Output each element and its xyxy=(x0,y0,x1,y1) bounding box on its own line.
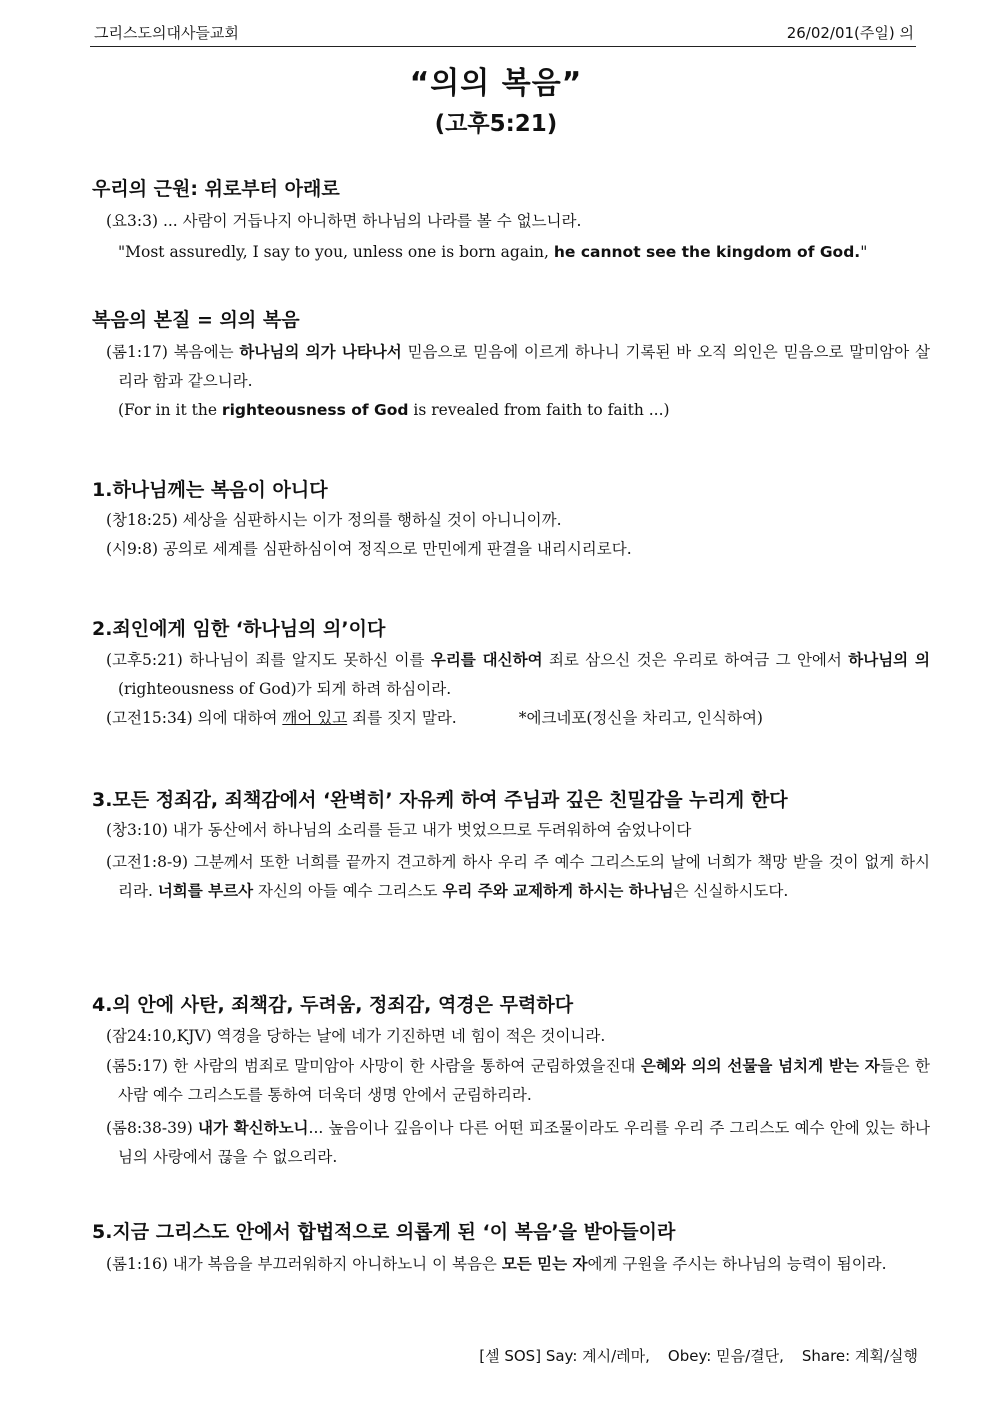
english-text: "Most assuredly, I say to you, unless one is born again, xyxy=(118,243,554,261)
english-text: (For in it the xyxy=(118,401,222,419)
verse-text: 에게 구원을 주시는 하나님의 능력이 됨이라. xyxy=(587,1255,887,1273)
verse-text: 은 신실하시도다. xyxy=(673,882,789,900)
verse-text: (롬1:17) 복음에는 xyxy=(106,343,240,361)
verse-john3-3-english xyxy=(106,238,930,267)
verse-bold: 모든 믿는 자 xyxy=(501,1255,588,1273)
sermon-date: 26/02/01(주일) 의 xyxy=(786,24,914,42)
verse-text: ... 높음이나 깊음이나 다른 어떤 피조물이라도 우리를 우리 주 그리스도 예수 안에 있는 하나님의 사랑에서 끊을 수 없으리라. xyxy=(118,1119,930,1166)
verse-rom8-38-39 xyxy=(106,1114,930,1172)
footer-say: [셀 SOS] Say: 계시/레마, xyxy=(479,1347,650,1365)
verse-text: (롬8:38-39) xyxy=(106,1119,199,1137)
verse-text: (고전15:34) 의에 대하여 xyxy=(106,709,283,727)
verse-text: (고전1:8-9) 그분께서 또한 너희를 끝까지 견고하게 하사 우리 주 예수 그리스도의 날에 너희가 책망 받을 것이 없게 하시리라. xyxy=(106,853,930,900)
english-text-end: " xyxy=(860,243,868,261)
verse-bold: 하나님의 의 xyxy=(848,651,930,669)
verse-text: 죄를 짓지 말라. xyxy=(347,709,457,727)
verse-rom5-17 xyxy=(106,1052,930,1110)
section-heading-5: 5.지금 그리스도 안에서 합법적으로 의롭게 된 ‘이 복음’을 받아들이라 xyxy=(92,1221,676,1243)
verse-text: 들은 한 사람 예수 그리스도를 통하여 더욱더 생명 안에서 군림하리라. xyxy=(118,1057,930,1104)
verse-rom1-17 xyxy=(106,338,930,396)
verse-text: (고후5:21) 하나님이 죄를 알지도 못하신 이를 xyxy=(106,651,431,669)
greek-note: *에크네포(정신을 차리고, 인식하여) xyxy=(518,709,763,727)
section-heading-essence: 복음의 본질 = 의의 복음 xyxy=(92,309,300,331)
section-heading-origin: 우리의 근원: 위로부터 아래로 xyxy=(92,178,340,200)
verse-underline: 깨어 있고 xyxy=(282,709,348,727)
verse-bold: 내가 확신하노니 xyxy=(198,1119,309,1137)
english-bold: righteousness of God xyxy=(221,401,409,419)
verse-ps9-8: (시9:8) 공의로 세계를 심판하심이여 정직으로 만민에게 판결을 내리시리로다. xyxy=(106,540,632,558)
verse-text: 죄로 삼으신 것은 우리로 하여금 그 안에서 xyxy=(542,651,849,669)
verse-bold: 우리 주와 교제하게 하시는 하나님 xyxy=(442,882,674,900)
verse-bold: 은혜와 의의 선물을 넘치게 받는 자 xyxy=(640,1057,880,1075)
sermon-title: “의의 복음” xyxy=(409,66,583,101)
verse-john3-3: (요3:3) ... 사람이 거듭나지 아니하면 하나님의 나라를 볼 수 없느니라. xyxy=(106,212,582,230)
verse-prov24-10: (잠24:10,KJV) 역경을 당하는 날에 네가 기진하면 네 힘이 적은 것이니라. xyxy=(106,1027,606,1045)
verse-rom1-17-english xyxy=(106,396,930,425)
verse-rom1-16 xyxy=(106,1250,930,1279)
english-bold: he cannot see the kingdom of God. xyxy=(553,243,861,261)
english-text-end: is revealed from faith to faith ...) xyxy=(408,401,670,419)
verse-1cor15-34 xyxy=(106,704,930,733)
sermon-reference: (고후5:21) xyxy=(434,111,558,137)
section-heading-4: 4.의 안에 사탄, 죄책감, 두려움, 정죄감, 역경은 무력하다 xyxy=(92,994,574,1016)
verse-2cor5-21 xyxy=(106,646,930,704)
verse-gen3-10: (창3:10) 내가 동산에서 하나님의 소리를 듣고 내가 벗었으므로 두려워하여 숨었나이다 xyxy=(106,821,692,839)
verse-text: (righteousness of God)가 되게 하려 하심이라. xyxy=(118,680,452,698)
cell-sos-footer xyxy=(479,1345,918,1366)
verse-text: (롬1:16) 내가 복음을 부끄러워하지 아니하노니 이 복음은 xyxy=(106,1255,502,1273)
verse-bold: 하나님의 의가 나타나서 xyxy=(239,343,402,361)
verse-1cor1-8-9 xyxy=(106,848,930,906)
section-heading-3: 3.모든 정죄감, 죄책감에서 ‘완벽히’ 자유케 하여 주님과 깊은 친밀감을 누리게 한다 xyxy=(92,789,788,811)
section-heading-2: 2.죄인에게 임한 ‘하나님의 의’이다 xyxy=(92,618,386,640)
verse-gen18-25: (창18:25) 세상을 심판하시는 이가 정의를 행하실 것이 아니니이까. xyxy=(106,511,562,529)
footer-obey: Obey: 믿음/결단, xyxy=(667,1347,784,1365)
verse-text: 믿음으로 믿음에 이르게 하나니 기록된 바 오직 의인은 믿음으로 말미암아 살리라 함과 같으니라. xyxy=(118,343,930,390)
section-heading-1: 1.하나님께는 복음이 아니다 xyxy=(92,479,328,501)
page-header xyxy=(90,20,916,47)
verse-bold: 우리를 대신하여 xyxy=(430,651,543,669)
church-name: 그리스도의대사들교회 xyxy=(94,24,239,42)
verse-bold: 너희를 부르사 xyxy=(157,882,254,900)
verse-text: (롬5:17) 한 사람의 범죄로 말미암아 사망이 한 사람을 통하여 군림하였을진대 xyxy=(106,1057,641,1075)
verse-text: 자신의 아들 예수 그리스도 xyxy=(253,882,443,900)
footer-share: Share: 계획/실행 xyxy=(801,1347,918,1365)
